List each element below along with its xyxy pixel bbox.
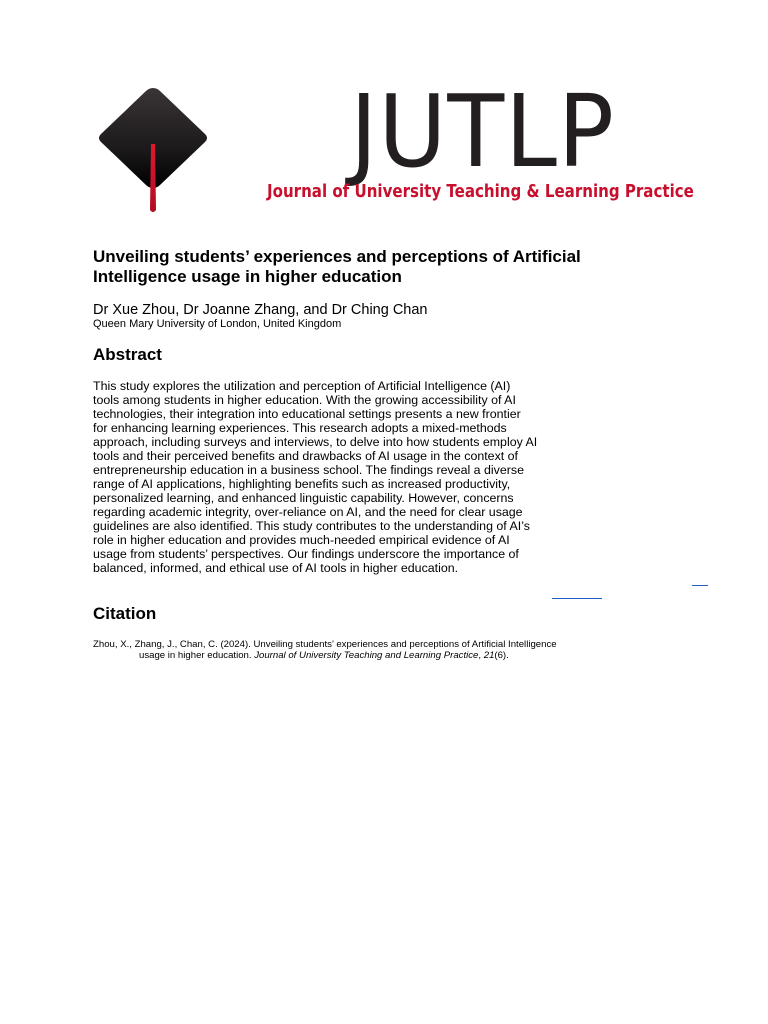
citation-journal: Journal of University Teaching and Learning Practice (254, 650, 479, 661)
journal-name: Journal of University Teaching & Learning Practice (267, 182, 694, 202)
journal-logo-icon (96, 86, 210, 214)
abstract-text: This study explores the utilization and perception of Artificial Intelligence (AI) tools among students in higher education. With the growing accessibility of AI technologies, their integration into educational settings presents a new frontier for enhancing learning experiences. This research adopts a mixed-methods approach, including surveys and interviews, to delve into how students employ AI tools and their perceived benefits and drawbacks of AI usage in the context of entrepreneurship education in a business school. The findings reveal a diverse range of AI applications, highlighting benefits such as increased productivity, personalized learning, and enhanced linguistic capability. However, concerns regarding academic integrity, over-reliance on AI, and the need for clear usage guidelines are also identified. This study contributes to the understanding of AI’s role in higher education and provides much-needed empirical evidence of AI usage from students’ perspectives. Our findings underscore the importance of balanced, informed, and ethical use of AI tools in higher education. (93, 379, 538, 575)
citation-text (93, 639, 569, 661)
paper-title: Unveiling students’ experiences and perceptions of Artificial Intelligence usage in higher education (93, 247, 581, 286)
citation-volume: 21 (483, 650, 495, 661)
paper-authors: Dr Xue Zhou, Dr Joanne Zhang, and Dr Ching Chan (93, 302, 428, 318)
citation-heading: Citation (93, 604, 157, 623)
abstract-heading: Abstract (93, 345, 162, 364)
citation-authors: Zhou, X., Zhang, J., Chan, C. (2024). Unveiling students’ experiences and perceptions of Artificial Intelligence usage in higher education. (93, 639, 557, 661)
link-underline[interactable] (692, 585, 708, 586)
citation-separator: , (478, 650, 484, 661)
citation-issue: (6). (494, 650, 509, 661)
paper-affiliation: Queen Mary University of London, United Kingdom (93, 318, 342, 330)
journal-wordmark: JUTLP (350, 73, 615, 190)
link-underline[interactable] (552, 598, 602, 599)
